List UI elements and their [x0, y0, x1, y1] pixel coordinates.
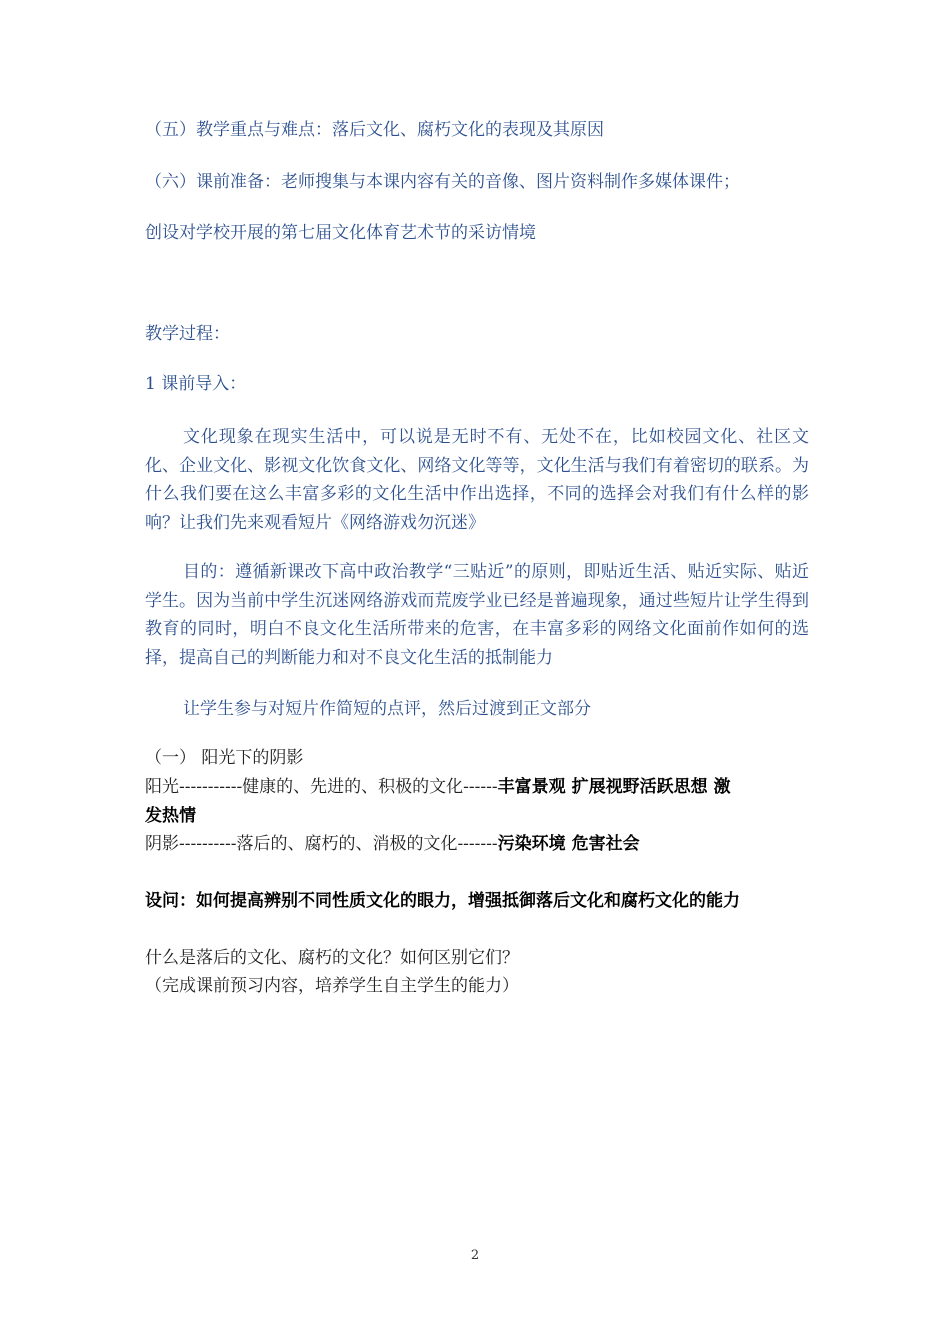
comment-paragraph: 让学生参与对短片作简短的点评，然后过渡到正文部分: [183, 699, 591, 719]
intro-heading: 1 课前导入：: [145, 374, 247, 394]
section5-line: （五）教学重点与难点：落后文化、腐朽文化的表现及其原因: [145, 120, 604, 140]
section6-line1: （六）课前准备：老师搜集与本课内容有关的音像、图片资料制作多媒体课件；: [145, 172, 740, 192]
process-heading: 教学过程：: [145, 324, 230, 344]
sunshine-bold: 丰富景观 扩展视野活跃思想 激: [497, 777, 731, 797]
shadow-line: [145, 830, 640, 858]
question-what: 什么是落后的文化、腐朽的文化？如何区别它们？: [145, 948, 519, 968]
intro-paragraph: 文化现象在现实生活中，可以说是无时不有、无处不在，比如校园文化、社区文化、企业文化、影视文化饮食文化、网络文化等等，文化生活与我们有着密切的联系。为什么我们要在这么丰富多彩的文化生活中作出选择，不同的选择会对我们有什么样的影响？让我们先来观看短片《网络游戏勿沉迷》: [145, 427, 809, 533]
sunshine-line-cont: 发热情: [145, 806, 196, 826]
question-note: （完成课前预习内容，培养学生自主学生的能力）: [145, 976, 519, 996]
shadow-bold: 污染环境 危害社会: [497, 834, 640, 854]
question-line: 设问：如何提高辨别不同性质文化的眼力，增强抵御落后文化和腐朽文化的能力: [145, 891, 740, 911]
section6-line2: 创设对学校开展的第七届文化体育艺术节的采访情境: [145, 223, 536, 243]
part1-heading: （一） 阳光下的阴影: [145, 748, 304, 768]
page-number: 2: [470, 1248, 480, 1263]
sunshine-prefix: 阳光-----------健康的、先进的、积极的文化------: [145, 777, 498, 797]
shadow-prefix: 阴影----------落后的、腐朽的、消极的文化-------: [145, 834, 498, 854]
purpose-paragraph: 目的：遵循新课改下高中政治教学“三贴近”的原则，即贴近生活、贴近实际、贴近学生。因为当前中学生沉迷网络游戏而荒废学业已经是普遍现象，通过些短片让学生得到教育的同时，明白不良文化生活所带来的危害，在丰富多彩的网络文化面前作如何的选择，提高自己的判断能力和对不良文化生活的抵制能力: [145, 562, 809, 668]
sunshine-line: [145, 773, 731, 801]
